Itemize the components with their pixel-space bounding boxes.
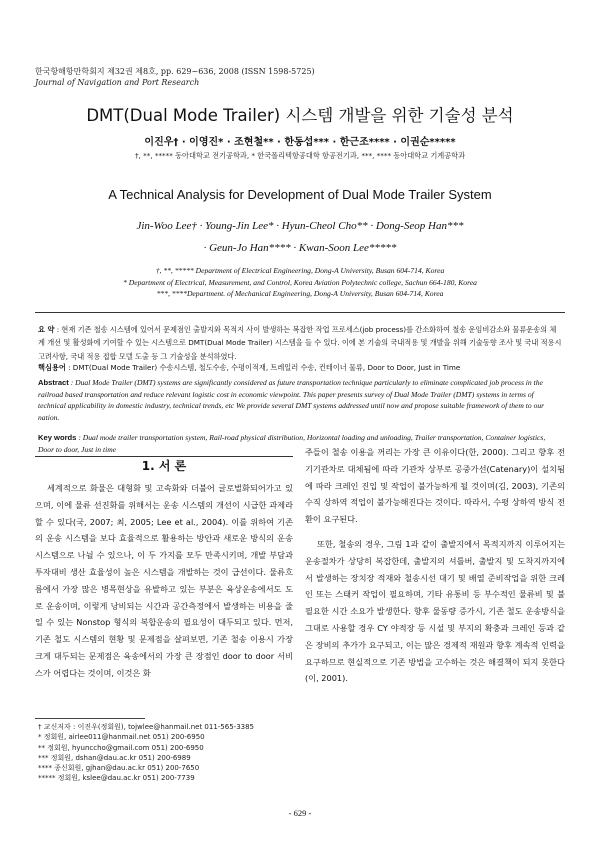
affiliations-english (0, 265, 600, 300)
authors-korean: 이진우† · 이영진* · 조현철** · 한동섭*** · 한근조**** · 이권순***** (144, 137, 456, 148)
abstract-english-text: : Dual Mode Trailer (DMT) systems are significantly considered as future transportation technique particularly to eliminate complicated job process in the railroad based transportation and reduce relevant logistic cost in economic viewpoint. This paper presents survey of Dual Mode Trailer (DMT) systems in terms of technical applicability in domestic industry, technical trends, etc We provide several DMT systems addressed until now and propose suitable framework of them to our nation. (38, 378, 545, 422)
top-divider (35, 312, 565, 313)
footnote-line: ** 정회원, hyunccho@gmail.com 051) 200-6950 (38, 743, 204, 752)
right-column (305, 444, 565, 687)
footnote-line: † 교신저자 : 이진우(정회원), tojwlee@hanmail.net 011-565-3385 (38, 723, 255, 731)
abstract-english (38, 377, 563, 423)
journal-name: Journal of Navigation and Port Research (35, 78, 200, 87)
authors-english-line2: · Geun-Jo Han**** · Kwan-Soon Lee***** (203, 242, 397, 254)
affiliations-korean: †, **, ***** 동아대학교 전기공학과, * 한국폴리텍항공대학 항공전기과, ***, **** 동아대학교 기계공학과 (134, 151, 466, 160)
section-heading: 1. 서 론 (141, 459, 187, 473)
affiliation-line: †, **, ***** Department of Electrical Engineering, Dong-A University, Busan 604-714, Korea (155, 266, 445, 275)
keywords-korean-text: : DMT(Dual Mode Trailer) 수송시스템, 철도수송, 수평이적재, 트레일러 수송, 컨테이너 물류, Door to Door, Just in Time (68, 363, 461, 372)
keywords-english-text: : Dual mode trailer transportation system, Rail-road physical distribution, Horizontal loading and unloading, Trailer transportation, Container logistics, Door to door, Just in time (38, 433, 546, 454)
abstract-english-label: Abstract (38, 378, 69, 387)
footnote-line: ***** 정회원, kslee@dau.ac.kr 051) 200-7739 (38, 774, 195, 783)
journal-header (35, 66, 315, 88)
authors-english-line1: Jin-Woo Lee† · Young-Jin Lee* · Hyun-Cheol Cho** · Dong-Seop Han*** (136, 220, 464, 232)
affiliation-line: ***, ****Department. of Mechanical Engineering, Dong-A University, Busan 604-714, Korea (156, 289, 444, 298)
keywords-korean-label: 핵심용어 (38, 363, 66, 372)
footnote-line: *** 정회원, dshan@dau.ac.kr 051) 200-6989 (38, 753, 191, 762)
footnote-divider (35, 718, 145, 719)
footnote-line: **** 종신회원, gjhan@dau.ac.kr 051) 200-7650 (38, 764, 200, 773)
body-paragraph: 세계적으로 화물은 대형화 및 고속화와 더불어 글로벌화되어가고 있으며, 이에 물류 선진화를 위해서는 운송 시스템의 개선이 시급한 과제라 할 수 있다(국, 2007; 최, 2005; Lee et al., 2004). 이를 위하여 기존의 운송 시스템을 보다 효율적으로 활용하는 방안과 새로운 방식의 운송 시스템으로 나뉠 수 있으나, 이 두 가지를 모두 만족시키며, 개발 부담과 투자대비 생산 효율성이 높은 시스템을 개발하는 것이 급선이다. 물류흐름에서 가장 많은 병목현상을 유발하고 있는 부분은 육상운송에서도 도로 운송이며, 이렇게 낭비되는 시간과 공간측정에서 발생하는 비용을 줄일 수 있는 Nonstop 형식의 복합운송의 필요성이 대두되고 있다. 먼저, 기존 철도 시스템의 현황 및 문제점을 살펴보면, 기존 철송 이용시 가장 크게 대두되는 문제점은 육송에서의 가장 큰 장점인 door to door 서비스가 어렵다는 것이며, 이것은 화 (35, 483, 293, 678)
left-column (35, 480, 293, 682)
footnotes (38, 722, 338, 784)
body-paragraph: 또한, 철송의 경우, 그림 1과 같이 출발지에서 목적지까지 이루어지는 운송절차가 상당히 복잡한데, 출발지의 셔틀버, 출발지 및 도착지까지에서 발생하는 장치장 적재와 철송시선 대기 및 배열 준비작업을 위한 크레인 또는 스태커 작업이 필요하며, 기타 유통비 등 부수적인 물류비 및 불필요한 시간 소요가 발생한다. 향후 물동량 증가시, 기존 철도 운송방식을 그대로 사용할 경우 CY 야적장 등 시설 및 부지의 확충과 크레인 등과 같은 장비의 추가가 요구되고, 이는 많은 경제적 재원과 향후 계속적 인력을 요구하므로 현실적으로 기존 방법을 고수하는 것은 해결책이 되지 못한다(이, 2001). (305, 538, 565, 684)
body-paragraph: 주들이 철송 이용을 꺼리는 가장 큰 이유이다(한, 2000). 그리고 향후 전기기관차로 대체됨에 따라 기관차 상부로 공중가선(Catenary)이 설치됨에 따라 크레인 진입 및 작업이 불가능하게 될 것이며(김, 2003), 기존의 수직 상하역 적업이 불가능해진다는 것이다. 따라서, 수평 상하역 방식 전환이 요구된다. (305, 447, 565, 525)
title-korean: DMT(Dual Mode Trailer) 시스템 개발을 위한 기술성 분석 (86, 106, 514, 125)
keywords-english-label: Key words (38, 433, 77, 442)
title-english: A Technical Analysis for Development of Dual Mode Trailer System (108, 187, 492, 202)
page-number: - 629 - (288, 808, 312, 818)
journal-citation: 한국항해항만학회지 제32권 제8호, pp. 629~636, 2008 (ISSN 1598-5725) (35, 67, 315, 76)
keywords-korean (38, 363, 563, 373)
footnote-line: * 정회원, airlee011@hanmail.net 051) 200-6950 (38, 733, 205, 742)
abstract-korean (38, 323, 563, 363)
abstract-korean-text: : 현재 기존 철송 시스템에 있어서 문제점인 출발지와 목적지 사이 발생하는 복잡한 작업 프로세스(job process)를 간소화하여 철송 운임비감소와 물류운송의 체계 개선 및 활성화에 기여할 수 있는 시스템으로 DMT(Dual Mode Trailer) 시스템을 들 수 있다. 이에 본 기술의 국내적용 및 개발을 위해 기술동향 조사 및 국내 적용시 고려사항, 국내 적용 접합 모델 도출 등 그 기술성을 분석하였다. (38, 325, 562, 361)
abstract-korean-label: 요 약 (38, 325, 55, 334)
affiliation-line: * Department of Electrical, Measurement, and Control, Korea Aviation Polytechnic college, Sachun 664-180, Korea (123, 277, 477, 287)
